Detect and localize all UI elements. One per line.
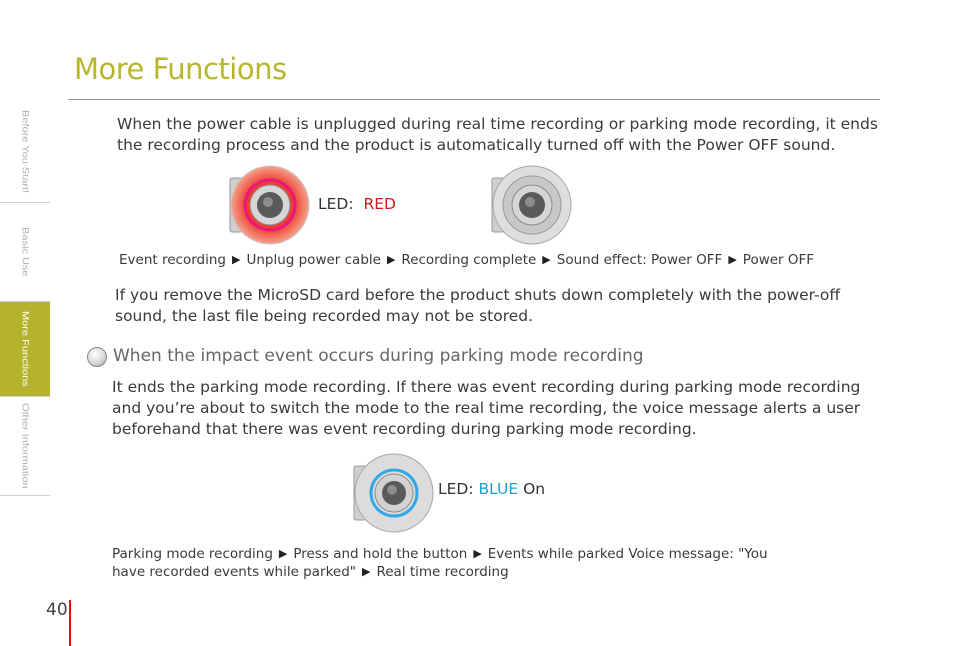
page-number-bar bbox=[69, 600, 71, 646]
parking-mode-paragraph: It ends the parking mode recording. If there was event recording during parking mode recording and you’re about to switch the mode to the real time recording, the voice message alerts a user beforehand that there was event recording during parking mode recording. bbox=[112, 378, 861, 438]
flow-step: Real time recording bbox=[376, 564, 509, 580]
device-blue-led-image bbox=[352, 452, 434, 534]
power-off-paragraph: When the power cable is unplugged during real time recording or parking mode recording, it ends the recording process and the product is automatically turned off with the Power OFF sound. bbox=[117, 115, 878, 154]
flow-step: Events while parked Voice message: "You bbox=[487, 546, 768, 562]
flow-step: Parking mode recording bbox=[112, 546, 273, 562]
page-title: More Functions bbox=[74, 52, 287, 86]
sidebar-tab-label: Before You Start! bbox=[20, 110, 30, 194]
led-blue-label bbox=[438, 480, 545, 498]
flow-step: Power OFF bbox=[742, 252, 815, 268]
sidebar-tab-other-information[interactable] bbox=[0, 397, 50, 496]
flow-step: Unplug power cable bbox=[246, 252, 381, 268]
device-off-image bbox=[490, 164, 572, 246]
flow-step: have recorded events while parked" bbox=[112, 564, 356, 580]
device-red-led-image bbox=[228, 164, 310, 246]
led-color-blue: BLUE bbox=[478, 480, 519, 498]
arrow-right-icon: ▶ bbox=[278, 547, 288, 560]
sidebar-tab-before-you-start[interactable] bbox=[0, 102, 50, 203]
led-prefix: LED: bbox=[438, 480, 474, 498]
sidebar-tab-label: Basic Use bbox=[20, 227, 30, 277]
section-heading: When the impact event occurs during parking mode recording bbox=[113, 346, 644, 366]
led-suffix: On bbox=[523, 480, 546, 498]
title-divider bbox=[68, 99, 880, 100]
page-number: 40 bbox=[46, 600, 68, 620]
flow-step: Press and hold the button bbox=[293, 546, 468, 562]
led-prefix: LED: bbox=[318, 195, 354, 213]
sidebar-tab-more-functions[interactable] bbox=[0, 302, 50, 397]
flow-step: Recording complete bbox=[401, 252, 537, 268]
arrow-right-icon: ▶ bbox=[728, 253, 737, 266]
parking-flow-line1 bbox=[112, 545, 768, 563]
arrow-right-icon: ▶ bbox=[231, 253, 241, 266]
led-red-label bbox=[318, 195, 396, 213]
sidebar-tab-label: More Functions bbox=[20, 311, 30, 387]
flow-step: Event recording bbox=[119, 252, 226, 268]
sidebar-tab-label: Other Information bbox=[20, 403, 30, 489]
bullet-circle-icon bbox=[87, 347, 107, 367]
microsd-warning-paragraph: If you remove the MicroSD card before the product shuts down completely with the power-off sound, the last file being recorded may not be stored. bbox=[115, 286, 841, 325]
arrow-right-icon: ▶ bbox=[362, 565, 371, 578]
power-off-flow bbox=[119, 251, 814, 269]
arrow-right-icon: ▶ bbox=[386, 253, 396, 266]
arrow-right-icon: ▶ bbox=[473, 547, 482, 560]
arrow-right-icon: ▶ bbox=[542, 253, 551, 266]
flow-step: Sound effect: Power OFF bbox=[556, 252, 723, 268]
led-color-red: RED bbox=[363, 195, 396, 213]
parking-flow-line2 bbox=[112, 563, 509, 581]
sidebar-tab-basic-use[interactable] bbox=[0, 203, 50, 302]
